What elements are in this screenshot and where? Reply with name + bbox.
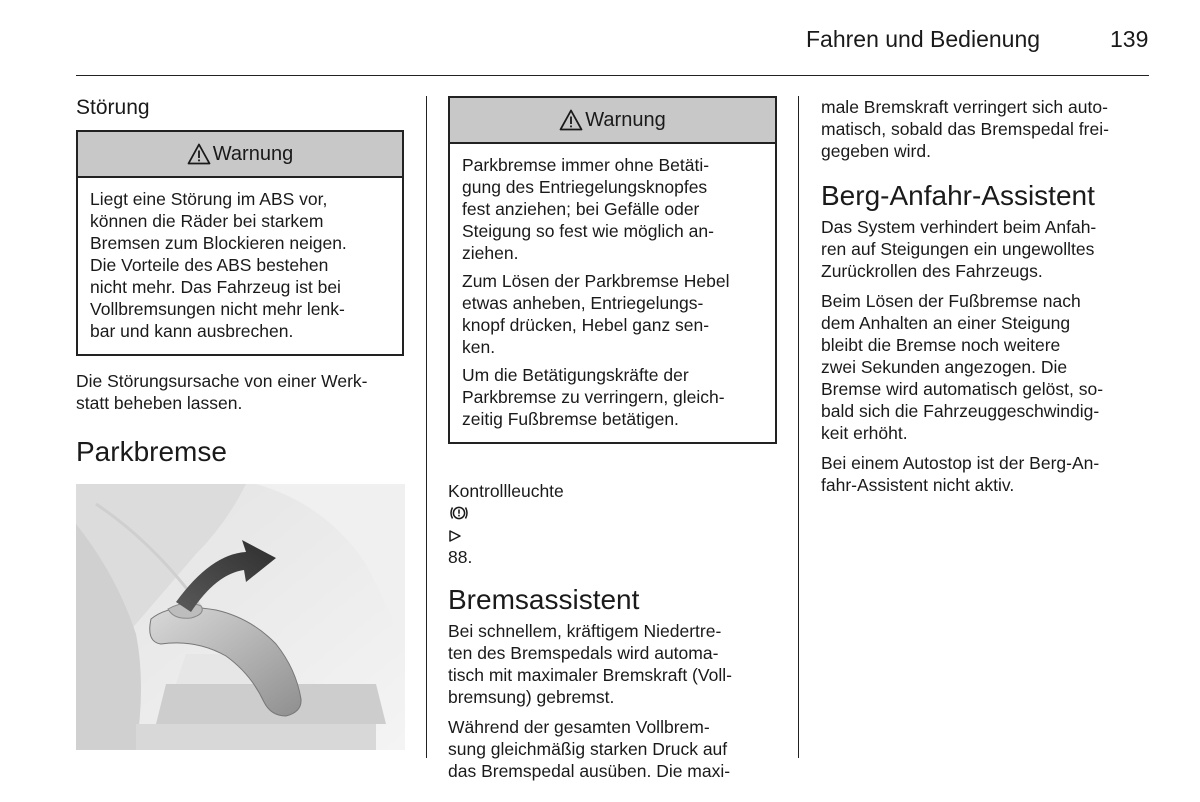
paragraph-berg-2: Beim Lösen der Fußbremse nach dem Anhalten an einer Steigung bleibt die Bremse noch weitere zwei Sekunden angezogen. Die Bremse wird automatisch gelöst, so- bald sich die Fahrzeuggeschwindig- keit erhöht. (821, 291, 1104, 443)
header-rule (76, 75, 1149, 76)
warning-box-parkbremse (448, 96, 777, 444)
paragraph-bremsassistent-2: Während der gesamten Vollbrem- sung gleichmäßig starken Druck auf das Bremspedal ausüben. Die maxi- (448, 717, 731, 781)
warning-paragraph-1: Parkbremse immer ohne Betäti- gung des Entriegelungsknopfes fest anziehen; bei Gefälle oder Steigung so fest wie möglich an- ziehen. (462, 155, 714, 263)
column-divider-1 (426, 96, 427, 758)
paragraph-continuation: male Bremskraft verringert sich auto- matisch, sobald das Bremspedal frei- gegeben wird. (821, 97, 1109, 161)
paragraph-berg-3: Bei einem Autostop ist der Berg-An- fahr-Assistent nicht aktiv. (821, 453, 1100, 495)
kontrollleuchte-page-ref: 88. (448, 547, 473, 567)
warning-header (78, 132, 402, 178)
brake-warning-lamp-icon (448, 504, 470, 522)
section-title-bremsassistent: Bremsassistent (448, 584, 640, 615)
warning-header (450, 98, 775, 144)
kontrollleuchte-line (448, 458, 777, 568)
warning-title: Warnung (212, 142, 294, 165)
paragraph-bremsassistent-1: Bei schnellem, kräftigem Niedertre- ten des Bremspedals wird automa- tisch mit maximaler Bremskraft (Voll- bremsung) gebremst. (448, 621, 732, 707)
warning-box-abs (76, 130, 404, 356)
section-title-berg-anfahr-assistent: Berg-Anfahr-Assistent (821, 180, 1095, 211)
warning-triangle-icon (187, 143, 211, 165)
page-header-title: Fahren und Bedienung (806, 26, 1041, 52)
parking-brake-lever-illustration (76, 484, 405, 750)
paragraph-stoerungsursache: Die Störungsursache von einer Werk- statt beheben lassen. (76, 371, 368, 413)
paragraph-berg-1: Das System verhindert beim Anfah- ren auf Steigungen ein ungewolltes Zurückrollen des Fahrzeugs. (821, 217, 1097, 281)
column-3 (821, 96, 1151, 504)
subheading-stoerung: Störung (76, 96, 150, 119)
warning-body (78, 178, 402, 354)
page-reference-arrow-icon (448, 528, 462, 544)
warning-body (450, 144, 775, 442)
warning-text: Liegt eine Störung im ABS vor, können die Räder bei starkem Bremsen zum Blockieren neigen. Die Vorteile des ABS bestehen nicht mehr. Das Fahrzeug ist bei Vollbremsungen nicht mehr lenk- bar und kann ausbrechen. (90, 189, 347, 341)
section-title-parkbremse: Parkbremse (76, 436, 227, 467)
column-1 (76, 96, 404, 750)
warning-paragraph-2: Zum Lösen der Parkbremse Hebel etwas anheben, Entriegelungs- knopf drücken, Hebel ganz sen- ken. (462, 271, 730, 357)
warning-triangle-icon (559, 109, 583, 131)
page-number: 139 (1110, 26, 1149, 52)
warning-paragraph-3: Um die Betätigungskräfte der Parkbremse zu verringern, gleich- zeitig Fußbremse betätigen. (462, 365, 725, 429)
column-divider-2 (798, 96, 799, 758)
warning-title: Warnung (585, 108, 666, 131)
column-2 (448, 96, 777, 790)
kontrollleuchte-label: Kontrollleuchte (448, 481, 564, 501)
